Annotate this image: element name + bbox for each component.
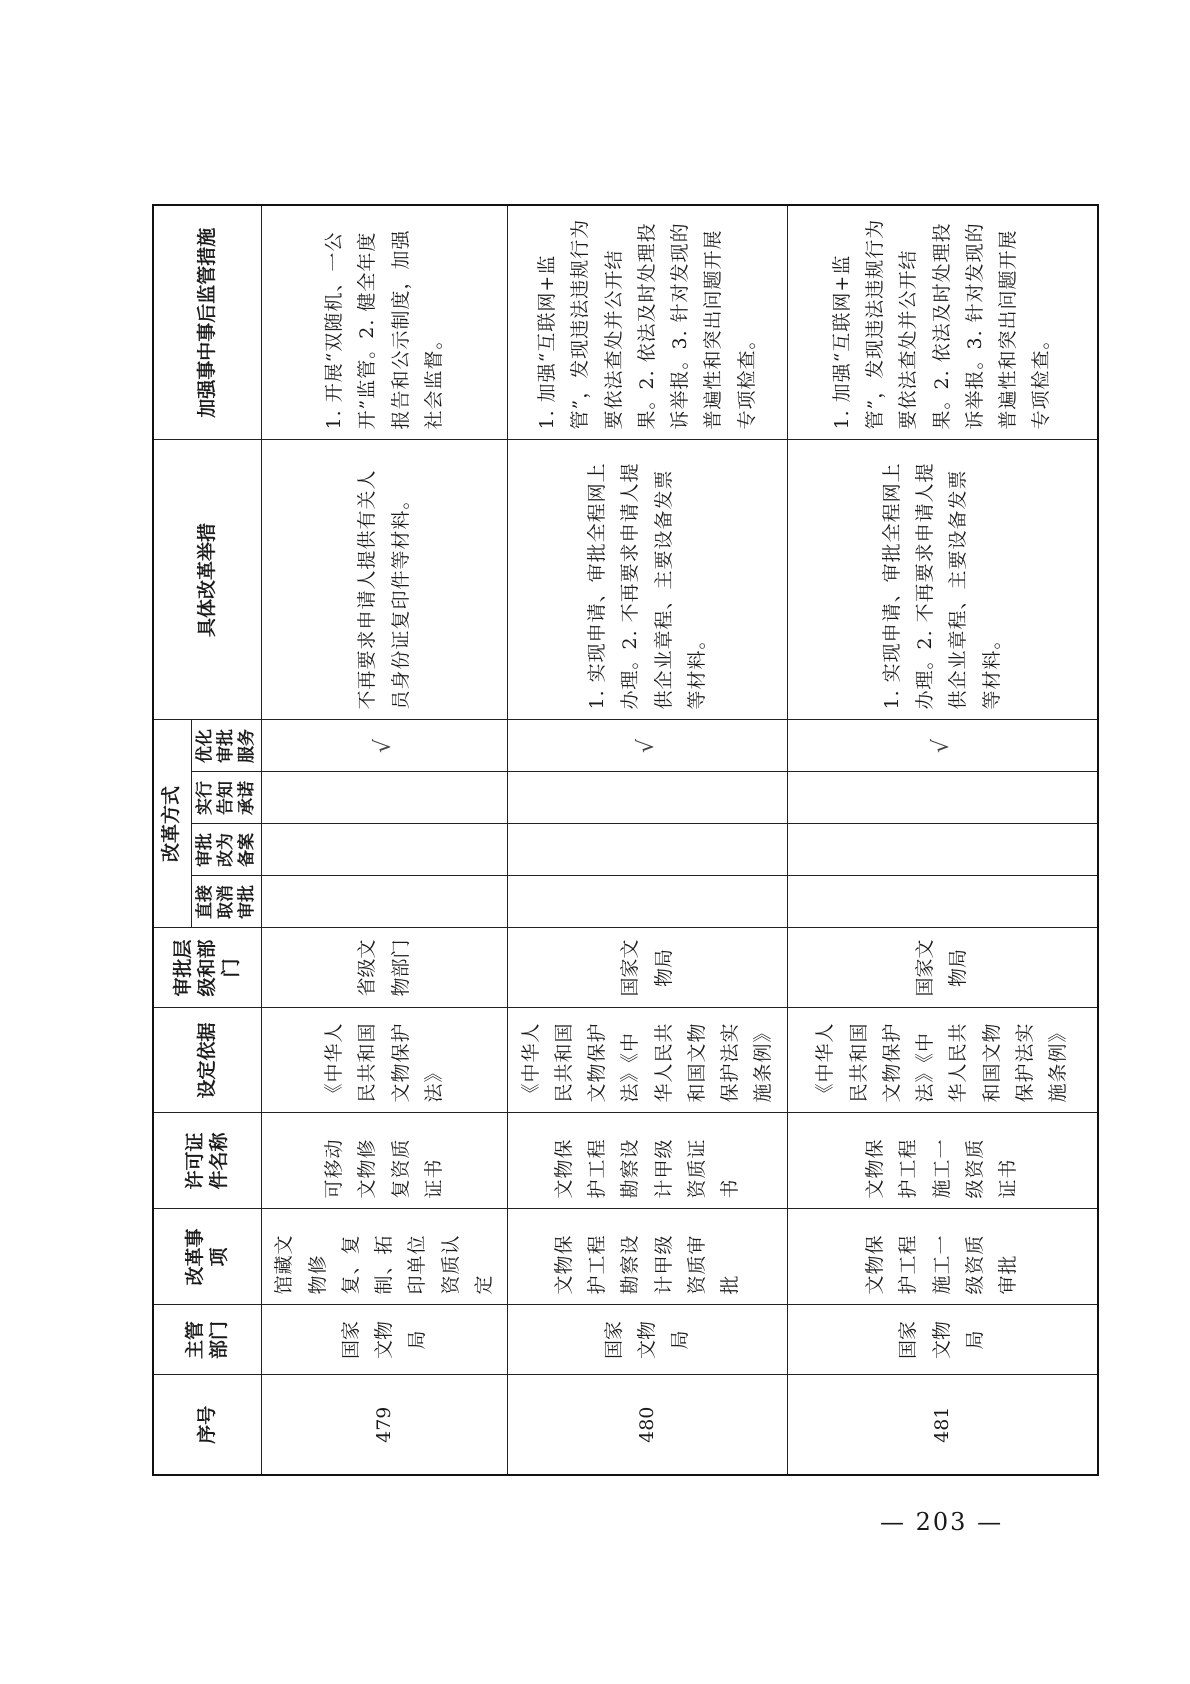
table-row [262, 205, 508, 1475]
row-measures: 不再要求申请人提供有关人员身份证复印件等材料。 [262, 440, 508, 720]
row-item: 文物保护工程施工一级资质审批 [788, 1209, 1098, 1305]
row-cert: 文物保护工程勘察设计甲级资质证书 [508, 1113, 788, 1209]
page-number: — 203 — [880, 1508, 1004, 1536]
row-seq: 480 [508, 1375, 788, 1475]
row-mode1 [262, 876, 508, 928]
row-supervision: 1. 开展“双随机、一公开”监管。2. 健全年度报告和公示制度，加强社会监督。 [262, 205, 508, 440]
row-mode2 [788, 824, 1098, 876]
header-dept: 主管部门 [153, 1305, 262, 1375]
row-mode3 [508, 772, 788, 824]
header-mode2: 审批改为备案 [191, 824, 262, 876]
row-seq: 481 [788, 1375, 1098, 1475]
row-item: 文物保护工程勘察设计甲级资质审批 [508, 1209, 788, 1305]
row-basis: 《中华人民共和国文物保护法》 [262, 1008, 508, 1113]
row-basis: 《中华人民共和国文物保护法》《中华人民共和国文物保护法实施条例》 [508, 1008, 788, 1113]
header-basis: 设定依据 [153, 1008, 262, 1113]
header-mode4: 优化审批服务 [191, 720, 262, 772]
header-measures: 具体改革举措 [153, 440, 262, 720]
table-row [508, 205, 788, 1475]
header-row-1 [153, 205, 191, 1475]
row-mode2 [262, 824, 508, 876]
row-level: 国家文物局 [508, 928, 788, 1008]
row-dept: 国家文物局 [788, 1305, 1098, 1375]
header-mode3: 实行告知承诺 [191, 772, 262, 824]
header-cert: 许可证件名称 [153, 1113, 262, 1209]
row-dept: 国家文物局 [262, 1305, 508, 1375]
header-level: 审批层级和部门 [153, 928, 262, 1008]
row-mode1 [508, 876, 788, 928]
table-row [788, 205, 1098, 1475]
header-supervision: 加强事中事后监管措施 [153, 205, 262, 440]
row-mode3 [788, 772, 1098, 824]
row-level: 省级文物部门 [262, 928, 508, 1008]
row-mode4-check: √ [262, 720, 508, 772]
row-seq: 479 [262, 1375, 508, 1475]
row-measures: 1. 实现申请、审批全程网上办理。2. 不再要求申请人提供企业章程、主要设备发票等材料。 [508, 440, 788, 720]
row-basis: 《中华人民共和国文物保护法》《中华人民共和国文物保护法实施条例》 [788, 1008, 1098, 1113]
rotated-table-container [152, 206, 1069, 1476]
row-measures: 1. 实现申请、审批全程网上办理。2. 不再要求申请人提供企业章程、主要设备发票等材料。 [788, 440, 1098, 720]
row-supervision: 1. 加强“互联网+监管”，发现违法违规行为要依法查处并公开结果。2. 依法及时处理投诉举报。3. 针对发现的普遍性和突出问题开展专项检查。 [788, 205, 1098, 440]
row-mode4-check: √ [508, 720, 788, 772]
row-item: 馆藏文物修复、复制、拓印单位资质认定 [262, 1209, 508, 1305]
header-mode1: 直接取消审批 [191, 876, 262, 928]
row-mode1 [788, 876, 1098, 928]
header-seq: 序号 [153, 1375, 262, 1475]
row-mode2 [508, 824, 788, 876]
row-dept: 国家文物局 [508, 1305, 788, 1375]
reform-table [152, 204, 1099, 1476]
row-cert: 可移动文物修复资质证书 [262, 1113, 508, 1209]
row-mode4-check: √ [788, 720, 1098, 772]
row-cert: 文物保护工程施工一级资质证书 [788, 1113, 1098, 1209]
row-supervision: 1. 加强“互联网+监管”，发现违法违规行为要依法查处并公开结果。2. 依法及时处理投诉举报。3. 针对发现的普遍性和突出问题开展专项检查。 [508, 205, 788, 440]
header-item: 改革事项 [153, 1209, 262, 1305]
row-level: 国家文物局 [788, 928, 1098, 1008]
header-mode-group: 改革方式 [153, 720, 191, 928]
row-mode3 [262, 772, 508, 824]
